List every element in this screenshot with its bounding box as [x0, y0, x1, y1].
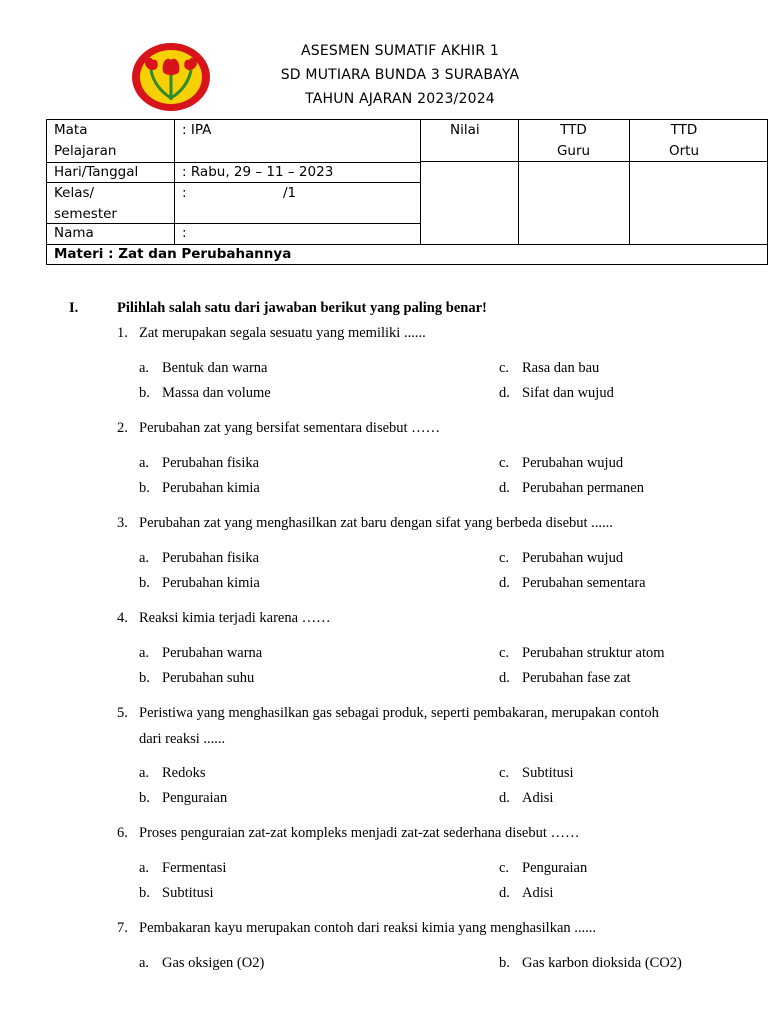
ttd-ortu-label: TTD Ortu — [668, 122, 700, 159]
option-letter: c. — [499, 455, 510, 471]
question-number: 4. — [117, 610, 128, 626]
question-number: 3. — [117, 515, 128, 531]
kelas-label: Kelas/ semester — [54, 185, 117, 222]
option-letter: d. — [499, 480, 510, 496]
question-text: Perubahan zat yang menghasilkan zat baru dengan sifat yang berbeda disebut ...... — [139, 515, 613, 531]
option-letter: b. — [499, 955, 510, 971]
option-letter: b. — [139, 885, 150, 901]
option-letter: a. — [139, 645, 150, 661]
option-a: Perubahan fisika — [162, 455, 260, 471]
option-c: Subtitusi — [522, 765, 574, 781]
nama-colon: : — [182, 225, 187, 241]
option-c: Perubahan wujud — [522, 455, 624, 471]
question-number: 5. — [117, 705, 128, 721]
option-letter: d. — [499, 575, 510, 591]
option-c: Rasa dan bau — [522, 360, 600, 376]
option-a: Gas oksigen (O2) — [162, 955, 265, 971]
option-letter: c. — [499, 765, 510, 781]
option-a: Perubahan warna — [162, 645, 263, 661]
option-d: Perubahan permanen — [522, 480, 644, 496]
option-letter: a. — [139, 765, 150, 781]
school-name: SD MUTIARA BUNDA 3 SURABAYA — [280, 67, 520, 83]
question-text: Pembakaran kayu merupakan contoh dari reaksi kimia yang menghasilkan ...... — [139, 920, 597, 936]
question-text: Reaksi kimia terjadi karena …… — [139, 610, 331, 626]
option-b: Gas karbon dioksida (CO2) — [522, 955, 682, 971]
option-a: Fermentasi — [162, 860, 227, 876]
nama-label: Nama — [54, 225, 94, 241]
option-d: Adisi — [522, 885, 554, 901]
option-letter: b. — [139, 670, 150, 686]
option-d: Perubahan fase zat — [522, 670, 631, 686]
nilai-label: Nilai — [450, 122, 480, 138]
question-text: Perubahan zat yang bersifat sementara disebut …… — [139, 420, 441, 436]
option-letter: c. — [499, 860, 510, 876]
option-b: Perubahan kimia — [162, 480, 260, 496]
question-number: 7. — [117, 920, 128, 936]
option-b: Penguraian — [162, 790, 228, 806]
exam-title: ASESMEN SUMATIF AKHIR 1 — [300, 43, 500, 59]
option-letter: c. — [499, 360, 510, 376]
academic-year: TAHUN AJARAN 2023/2024 — [305, 91, 495, 107]
option-a: Bentuk dan warna — [162, 360, 268, 376]
question-text: Zat merupakan segala sesuatu yang memiliki ...... — [139, 325, 426, 341]
question-number: 1. — [117, 325, 128, 341]
option-a: Redoks — [162, 765, 206, 781]
mapel-label: Mata Pelajaran — [54, 122, 117, 159]
option-a: Perubahan fisika — [162, 550, 260, 566]
section-number: I. — [69, 300, 79, 316]
option-c: Perubahan struktur atom — [522, 645, 665, 661]
option-letter: d. — [499, 790, 510, 806]
option-b: Subtitusi — [162, 885, 214, 901]
option-d: Perubahan sementara — [522, 575, 646, 591]
option-letter: c. — [499, 550, 510, 566]
option-letter: d. — [499, 385, 510, 401]
question-text-cont: dari reaksi ...... — [139, 731, 226, 747]
school-logo-icon — [131, 42, 211, 112]
hari-value: : Rabu, 29 – 11 – 2023 — [182, 164, 334, 180]
option-letter: a. — [139, 860, 150, 876]
materi-label: Materi : Zat dan Perubahannya — [54, 246, 292, 262]
option-letter: c. — [499, 645, 510, 661]
option-letter: b. — [139, 575, 150, 591]
question-number: 6. — [117, 825, 128, 841]
option-letter: b. — [139, 480, 150, 496]
option-letter: a. — [139, 955, 150, 971]
option-c: Penguraian — [522, 860, 588, 876]
kelas-value: /1 — [283, 185, 297, 201]
question-text: Proses penguraian zat-zat kompleks menjadi zat-zat sederhana disebut …… — [139, 825, 580, 841]
kelas-colon: : — [182, 185, 187, 201]
option-letter: b. — [139, 790, 150, 806]
option-letter: d. — [499, 885, 510, 901]
option-letter: a. — [139, 455, 150, 471]
ttd-guru-label: TTD Guru — [556, 122, 591, 159]
option-d: Adisi — [522, 790, 554, 806]
option-c: Perubahan wujud — [522, 550, 624, 566]
option-letter: a. — [139, 550, 150, 566]
hari-label: Hari/Tanggal — [54, 164, 139, 180]
option-b: Perubahan kimia — [162, 575, 260, 591]
question-number: 2. — [117, 420, 128, 436]
section-instruction: Pilihlah salah satu dari jawaban berikut yang paling benar! — [117, 300, 487, 316]
question-text: Peristiwa yang menghasilkan gas sebagai produk, seperti pembakaran, merupakan contoh — [139, 705, 659, 721]
mapel-value: : IPA — [182, 122, 212, 138]
option-letter: d. — [499, 670, 510, 686]
option-b: Perubahan suhu — [162, 670, 255, 686]
option-b: Massa dan volume — [162, 385, 271, 401]
option-letter: b. — [139, 385, 150, 401]
option-letter: a. — [139, 360, 150, 376]
option-d: Sifat dan wujud — [522, 385, 614, 401]
